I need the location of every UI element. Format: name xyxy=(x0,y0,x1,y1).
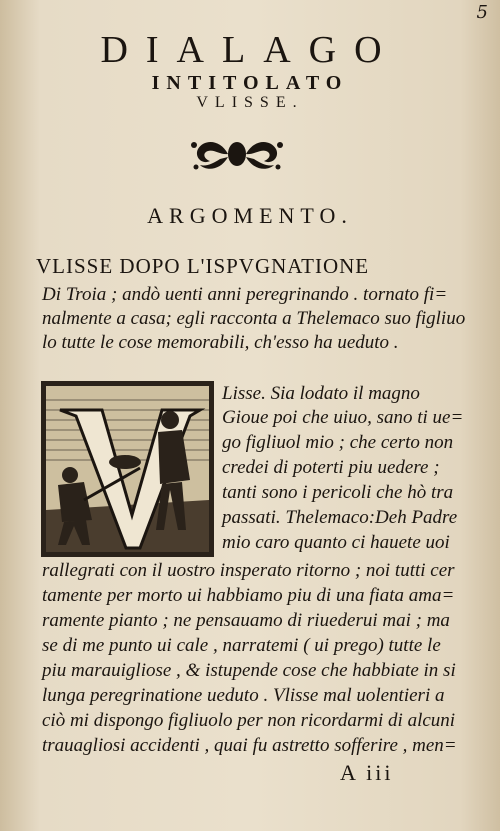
body-line: go figliuol mio ; che certo non xyxy=(222,432,454,453)
body-line: ramente pianto ; ne pensauamo di riuederui mai ; ma xyxy=(42,610,450,631)
argument-line: nalmente a casa; egli racconta a Thelemaco suo figliuo xyxy=(42,308,466,329)
body-line: credei di poterti piu uedere ; xyxy=(222,457,440,478)
page-number: 5 xyxy=(476,2,488,23)
body-line: Gioue poi che uiuo, sano ti ue= xyxy=(222,407,464,428)
woodcut-initial-v-icon xyxy=(40,380,215,558)
body-line: tanti sono i pericoli che hò tra xyxy=(222,482,454,503)
body-line: rallegrati con il uostro insperato ritorno ; noi tutti cer xyxy=(42,560,455,581)
body-line: ciò mi dispongo figliuolo per non ricordarmi di alcuni xyxy=(42,710,456,731)
argument-heading: VLISSE DOPO L'ISPVGNATIONE xyxy=(36,254,370,278)
body-line: se di me punto ui cale , narratemi ( ui prego) tutte le xyxy=(42,635,441,656)
body-line: piu marauigliose , & istupende cose che habbiate in si xyxy=(42,660,456,681)
argument-line: Di Troia ; andò uenti anni peregrinando . tornato fi= xyxy=(42,284,448,305)
body-line: mio caro quanto ci hauete uoi xyxy=(222,532,450,553)
body-line: tamente per morto ui habbiamo piu di una fiata ama= xyxy=(42,585,455,606)
body-line: passati. Thelemaco:Deh Padre xyxy=(222,507,458,528)
fleuron-ornament-icon xyxy=(190,133,285,175)
body-line: trauagliosi accidenti , quai fu astretto sofferire , men= xyxy=(42,735,457,756)
body-line: lunga peregrinatione ueduto . Vlisse mal uolentieri a xyxy=(42,685,445,706)
page-title: DIALAGO xyxy=(100,29,400,71)
section-heading: ARGOMENTO. xyxy=(147,203,353,228)
subtitle-intitolato: INTITOLATO xyxy=(151,72,349,94)
body-line: Lisse. Sia lodato il magno xyxy=(222,383,420,404)
subtitle-vlisse: VLISSE. xyxy=(196,94,304,111)
signature-mark: A iii xyxy=(340,760,394,785)
argument-line: lo tutte le cose memorabili, ch'esso ha ueduto . xyxy=(42,332,399,353)
